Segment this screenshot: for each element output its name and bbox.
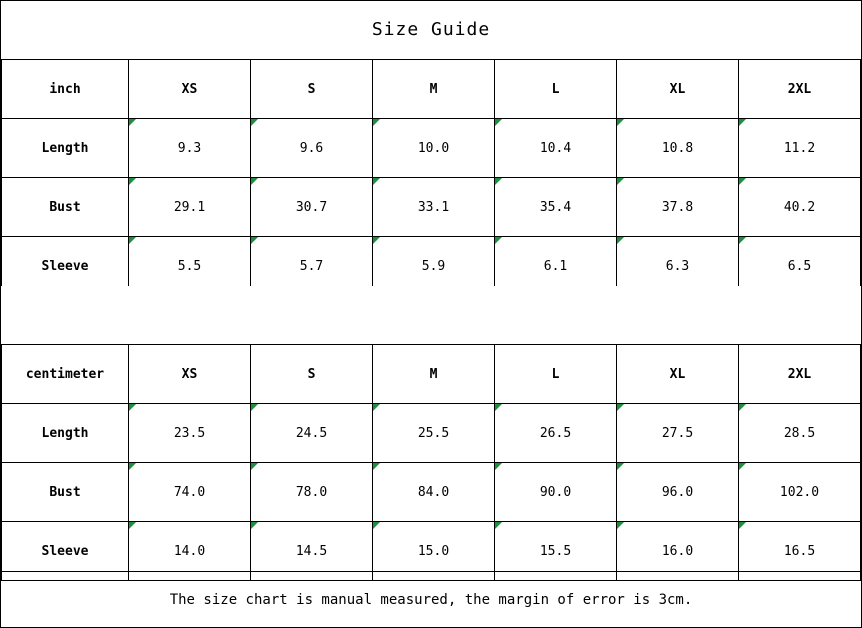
cell-length-xs-inch: 9.3 — [129, 119, 251, 178]
cell-length-xs-cm: 23.5 — [129, 404, 251, 463]
page-title: Size Guide — [371, 19, 491, 40]
cell-bust-s-inch: 30.7 — [251, 178, 373, 237]
cell-sleeve-2xl-inch: 6.5 — [739, 237, 861, 296]
row-label-length-inch: Length — [2, 119, 129, 178]
table-row — [2, 178, 861, 237]
cell-bust-xs-cm: 74.0 — [129, 463, 251, 522]
size-header-2xl-cm: 2XL — [739, 345, 861, 404]
size-header-xs-cm: XS — [129, 345, 251, 404]
cell-length-s-inch: 9.6 — [251, 119, 373, 178]
row-label-sleeve-inch: Sleeve — [2, 237, 129, 296]
size-header-l-cm: L — [495, 345, 617, 404]
centimeter-size-table — [1, 344, 861, 581]
cell-length-s-cm: 24.5 — [251, 404, 373, 463]
cell-bust-l-inch: 35.4 — [495, 178, 617, 237]
size-header-2xl: 2XL — [739, 60, 861, 119]
row-label-bust-inch: Bust — [2, 178, 129, 237]
table-spacer — [1, 286, 861, 344]
cell-sleeve-s-inch: 5.7 — [251, 237, 373, 296]
cell-sleeve-l-cm: 15.5 — [495, 522, 617, 581]
cell-bust-m-cm: 84.0 — [373, 463, 495, 522]
cell-bust-xl-inch: 37.8 — [617, 178, 739, 237]
cell-bust-2xl-cm: 102.0 — [739, 463, 861, 522]
inch-size-table — [1, 59, 861, 296]
cell-sleeve-xl-inch: 6.3 — [617, 237, 739, 296]
cell-bust-m-inch: 33.1 — [373, 178, 495, 237]
cell-sleeve-m-cm: 15.0 — [373, 522, 495, 581]
size-header-m: M — [373, 60, 495, 119]
cell-sleeve-m-inch: 5.9 — [373, 237, 495, 296]
row-label-sleeve-cm: Sleeve — [2, 522, 129, 581]
table-header-row — [2, 60, 861, 119]
measurement-disclaimer: The size chart is manual measured, the margin of error is 3cm. — [1, 571, 861, 627]
cell-length-m-cm: 25.5 — [373, 404, 495, 463]
cell-sleeve-l-inch: 6.1 — [495, 237, 617, 296]
cell-sleeve-xs-inch: 5.5 — [129, 237, 251, 296]
cell-length-l-inch: 10.4 — [495, 119, 617, 178]
row-label-bust-cm: Bust — [2, 463, 129, 522]
size-header-xs: XS — [129, 60, 251, 119]
row-label-length-cm: Length — [2, 404, 129, 463]
cell-sleeve-xs-cm: 14.0 — [129, 522, 251, 581]
size-header-s-cm: S — [251, 345, 373, 404]
cell-length-m-inch: 10.0 — [373, 119, 495, 178]
size-header-xl-cm: XL — [617, 345, 739, 404]
size-header-xl: XL — [617, 60, 739, 119]
cell-sleeve-2xl-cm: 16.5 — [739, 522, 861, 581]
size-header-s: S — [251, 60, 373, 119]
table-header-row — [2, 345, 861, 404]
cell-bust-s-cm: 78.0 — [251, 463, 373, 522]
table-row — [2, 119, 861, 178]
cell-bust-l-cm: 90.0 — [495, 463, 617, 522]
cell-sleeve-s-cm: 14.5 — [251, 522, 373, 581]
cell-bust-xl-cm: 96.0 — [617, 463, 739, 522]
cell-length-l-cm: 26.5 — [495, 404, 617, 463]
unit-label-centimeter: centimeter — [2, 345, 129, 404]
cell-length-xl-cm: 27.5 — [617, 404, 739, 463]
table-row — [2, 404, 861, 463]
size-header-m-cm: M — [373, 345, 495, 404]
size-header-l: L — [495, 60, 617, 119]
cell-length-2xl-inch: 11.2 — [739, 119, 861, 178]
cell-bust-2xl-inch: 40.2 — [739, 178, 861, 237]
cell-length-xl-inch: 10.8 — [617, 119, 739, 178]
unit-label-inch: inch — [2, 60, 129, 119]
cell-bust-xs-inch: 29.1 — [129, 178, 251, 237]
cell-length-2xl-cm: 28.5 — [739, 404, 861, 463]
cell-sleeve-xl-cm: 16.0 — [617, 522, 739, 581]
table-row — [2, 463, 861, 522]
